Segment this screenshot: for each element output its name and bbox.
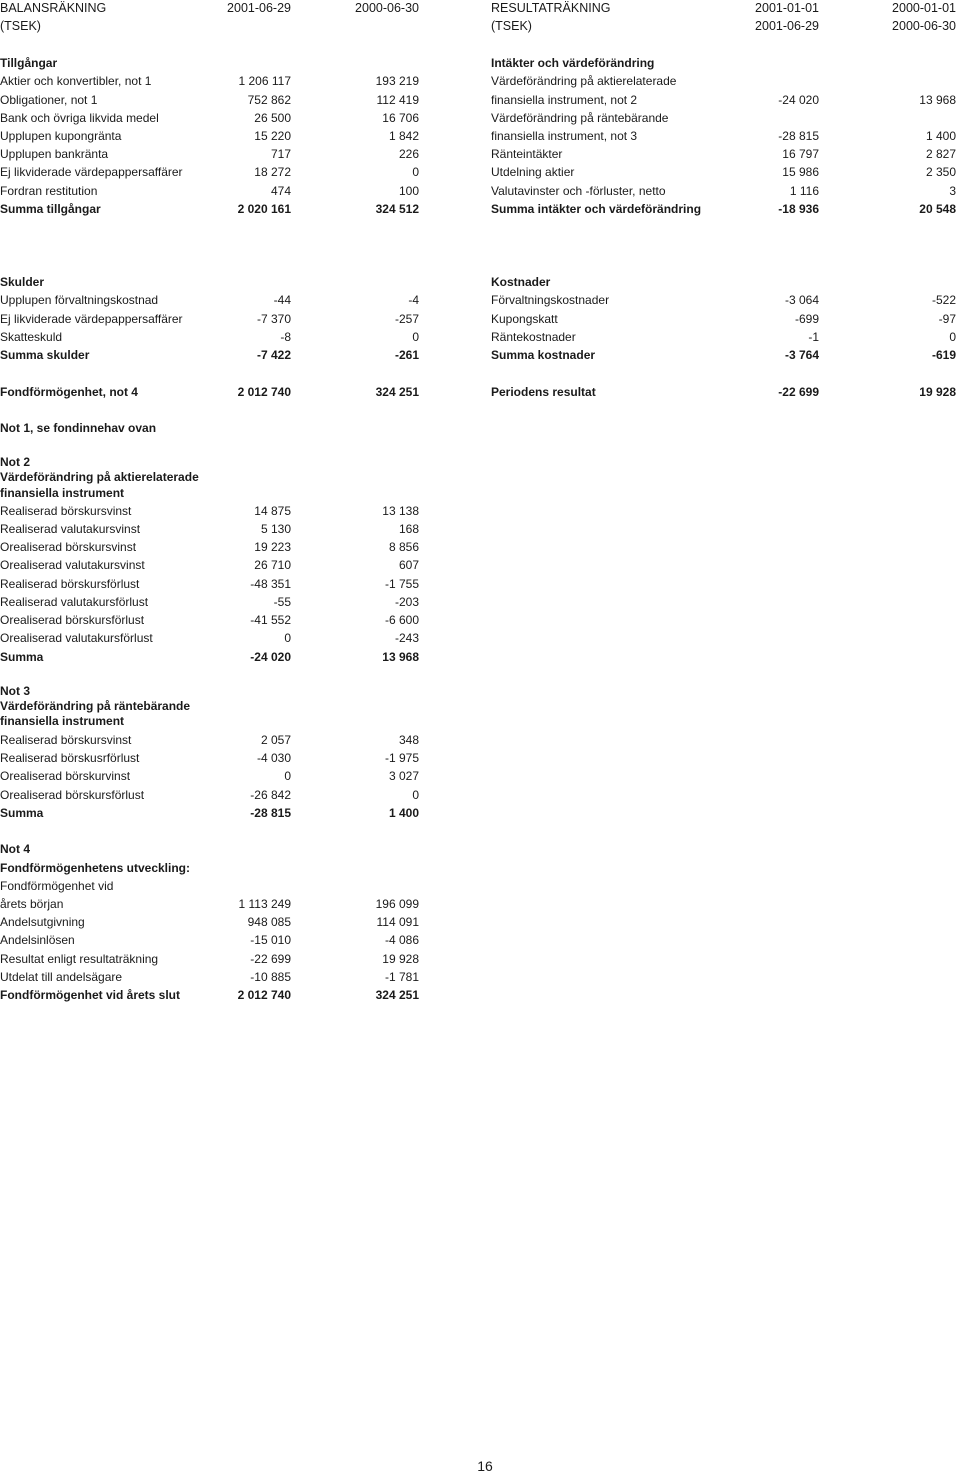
note2-title: Not 2 [0,455,30,469]
note1-text: Not 1, se fondinnehav ovan [0,421,157,435]
note4-subtitle: Fondförmögenhetens utveckling: [0,861,191,875]
note3-subtitle-2: finansiella instrument [0,714,125,728]
balance-col1-header: 2001-06-29 [227,1,291,15]
note2-subtitle: Värdeförändring på aktierelaterade [0,470,199,484]
assets-heading: Tillgångar [0,56,58,70]
income-col1-header-to: 2001-06-29 [755,19,819,33]
income-col2-header-to: 2000-06-30 [892,19,956,33]
income-statement-unit: (TSEK) [491,19,532,33]
note2-subtitle-2: finansiella instrument [0,486,125,500]
balance-sheet-title: BALANSRÄKNING [0,1,107,15]
note3-title: Not 3 [0,684,30,698]
note4-title: Not 4 [0,842,30,856]
income-col2-header-from: 2000-01-01 [892,1,956,15]
income-statement-title: RESULTATRÄKNING [491,1,611,15]
note4-subtitle-2: Fondförmögenhet vid [0,879,114,893]
liabilities-heading: Skulder [0,275,45,289]
page-number: 16 [477,1458,493,1474]
income-heading: Intäkter och värdeförändring [491,56,655,70]
balance-col2-header: 2000-06-30 [355,1,419,15]
balance-sheet-unit: (TSEK) [0,19,41,33]
note3-subtitle: Värdeförändring på räntebärande [0,699,191,713]
costs-heading: Kostnader [491,275,551,289]
income-col1-header-from: 2001-01-01 [755,1,819,15]
